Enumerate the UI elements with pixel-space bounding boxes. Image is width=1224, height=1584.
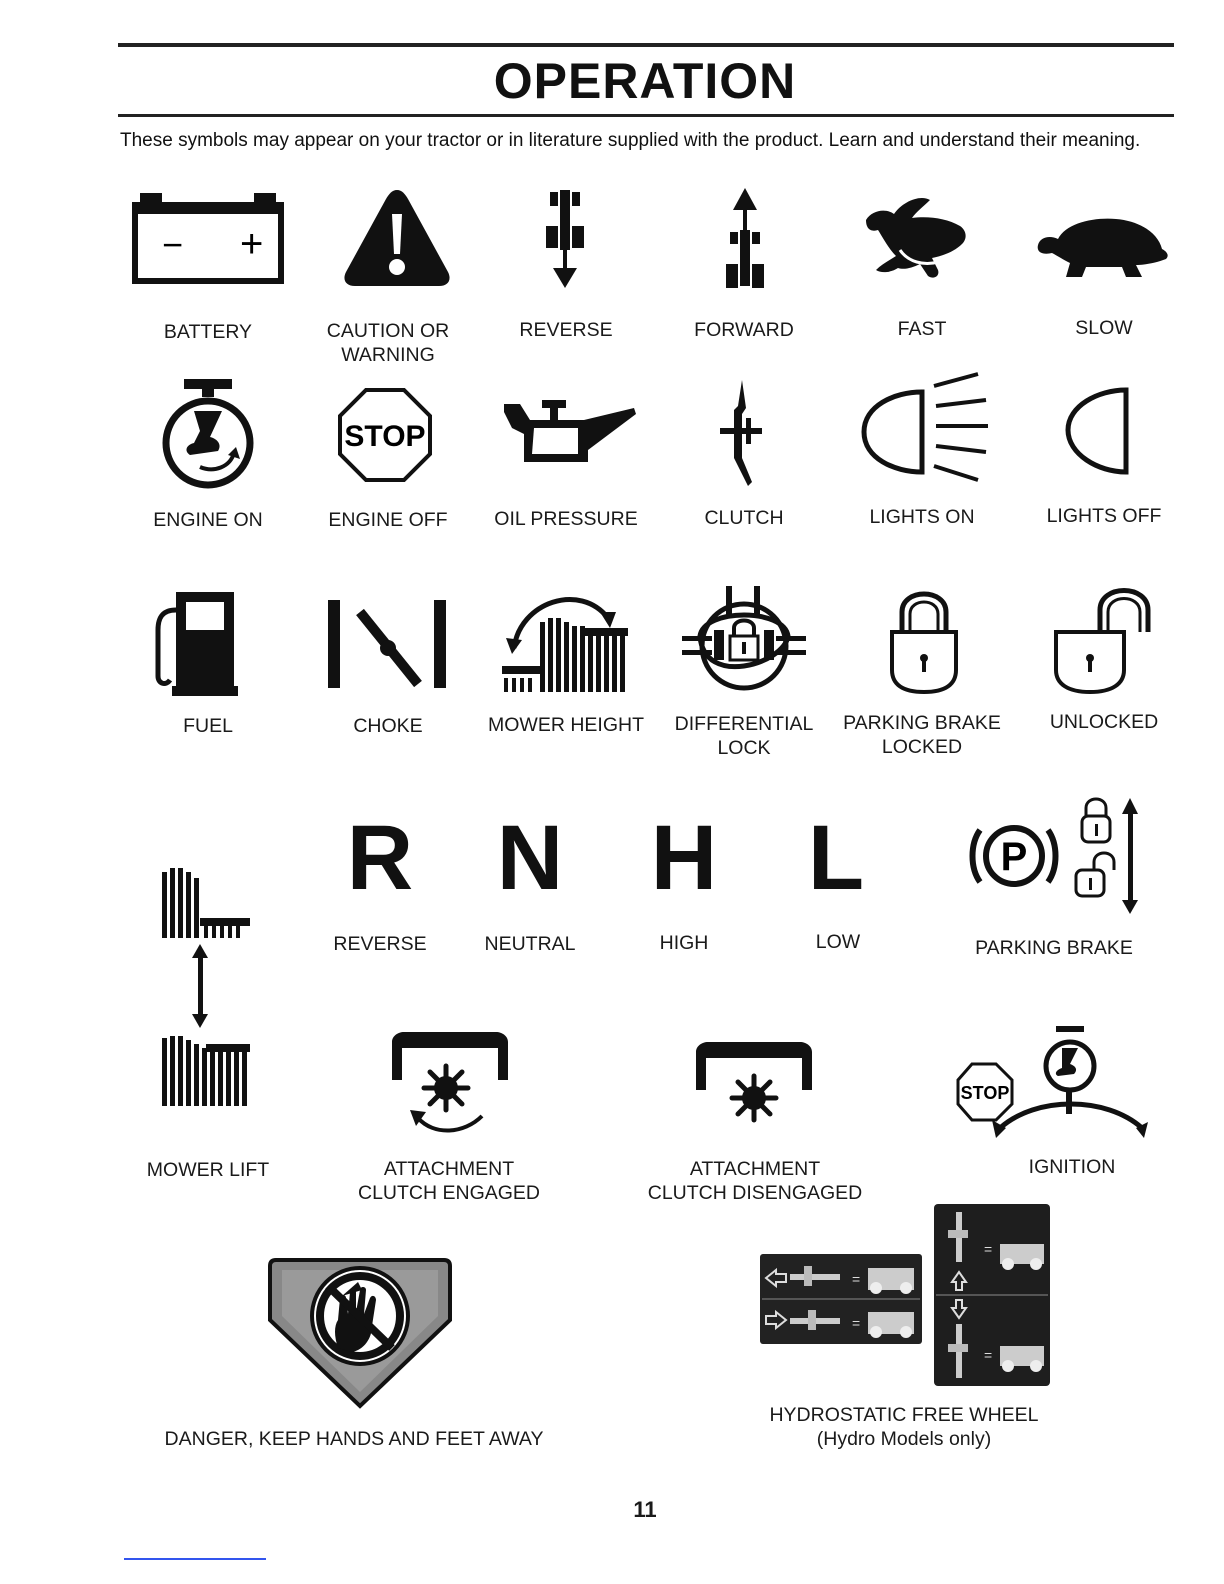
- gear-h-glyph: H: [650, 807, 718, 909]
- ignition-stop-text: STOP: [960, 1083, 1010, 1103]
- page-title: OPERATION: [493, 53, 797, 109]
- label-gear-low: LOW: [815, 931, 861, 953]
- engine-on-icon: [160, 375, 256, 493]
- label-engine-off: ENGINE OFF: [328, 509, 448, 531]
- svg-text:=: =: [984, 1241, 993, 1257]
- headlight-on-icon: [860, 372, 992, 488]
- differential-lock-icon: [680, 584, 808, 696]
- choke-icon: [326, 598, 450, 690]
- gear-r-glyph: R: [346, 807, 414, 909]
- label-engine-on: ENGINE ON: [153, 509, 263, 531]
- label-ignition: IGNITION: [1028, 1156, 1116, 1178]
- footer-line: [124, 1558, 266, 1560]
- label-reverse: REVERSE: [519, 319, 613, 341]
- label-fuel: FUEL: [183, 715, 233, 737]
- top-rule: [118, 43, 1174, 47]
- label-mower-lift: MOWER LIFT: [146, 1159, 270, 1181]
- mower-lift-icon: [160, 864, 252, 1112]
- danger-hands-feet-decal: [268, 1256, 452, 1408]
- svg-text:=: =: [852, 1315, 861, 1331]
- label-choke: CHOKE: [353, 715, 423, 737]
- label-differential-lock: DIFFERENTIAL LOCK: [674, 713, 814, 759]
- warning-triangle-icon: [342, 186, 452, 290]
- label-gear-reverse: REVERSE: [333, 933, 427, 955]
- label-slow: SLOW: [1075, 317, 1133, 339]
- clutch-icon: [716, 378, 766, 488]
- ignition-icon: [956, 1024, 1152, 1148]
- label-caution: CAUTION OR WARNING: [326, 320, 450, 366]
- label-lights-off: LIGHTS OFF: [1046, 505, 1162, 527]
- park-p-glyph: P: [1000, 835, 1028, 879]
- gear-l-glyph: L: [807, 807, 865, 909]
- battery-icon: [132, 193, 284, 285]
- turtle-icon: [1036, 215, 1170, 281]
- intro-text: These symbols may appear on your tractor or in literature supplied with the product. Learn and understand their meaning.: [120, 130, 1141, 151]
- label-attachment-engaged: ATTACHMENT CLUTCH ENGAGED: [357, 1158, 541, 1204]
- forward-tractor-icon: [724, 188, 766, 290]
- label-parking-brake-locked: PARKING BRAKE LOCKED: [843, 712, 1001, 758]
- fuel-pump-icon: [154, 590, 240, 700]
- mower-height-icon: [500, 582, 632, 696]
- attachment-disengaged-icon: [692, 1040, 816, 1124]
- padlock-unlocked-icon: [1054, 582, 1154, 696]
- label-forward: FORWARD: [694, 319, 794, 341]
- label-clutch: CLUTCH: [704, 507, 784, 529]
- headlight-off-icon: [1064, 386, 1134, 476]
- oil-can-icon: [500, 398, 640, 470]
- parking-brake-icon: [966, 796, 1146, 916]
- label-oil-pressure: OIL PRESSURE: [494, 508, 638, 530]
- attachment-engaged-icon: [388, 1030, 512, 1142]
- stop-sign-icon: [338, 388, 432, 482]
- label-battery: BATTERY: [163, 321, 253, 343]
- page-number: 11: [633, 1497, 657, 1522]
- label-lights-on: LIGHTS ON: [869, 506, 975, 528]
- engine-off-stop-text: STOP: [344, 420, 426, 453]
- battery-plus-glyph: +: [240, 222, 264, 266]
- label-attachment-disengaged: ATTACHMENT CLUTCH DISENGAGED: [647, 1158, 863, 1204]
- svg-text:=: =: [984, 1347, 993, 1363]
- svg-text:=: =: [852, 1271, 861, 1287]
- label-unlocked: UNLOCKED: [1049, 711, 1159, 733]
- padlock-locked-icon: [890, 584, 958, 696]
- label-mower-height: MOWER HEIGHT: [488, 714, 644, 736]
- reverse-tractor-icon: [544, 190, 586, 290]
- label-fast: FAST: [897, 318, 947, 340]
- label-danger: DANGER, KEEP HANDS AND FEET AWAY: [164, 1428, 544, 1450]
- label-gear-neutral: NEUTRAL: [484, 933, 576, 955]
- rabbit-icon: [862, 192, 972, 282]
- battery-minus-glyph: −: [162, 224, 184, 265]
- label-gear-high: HIGH: [659, 932, 709, 954]
- title-underline: [118, 114, 1174, 117]
- label-hydrostatic: HYDROSTATIC FREE WHEEL (Hydro Models only): [769, 1404, 1039, 1450]
- label-parking-brake: PARKING BRAKE: [975, 937, 1133, 959]
- hydrostatic-decal-vertical: [934, 1204, 1050, 1386]
- hydrostatic-decal-horizontal: [760, 1254, 922, 1344]
- gear-n-glyph: N: [496, 807, 564, 909]
